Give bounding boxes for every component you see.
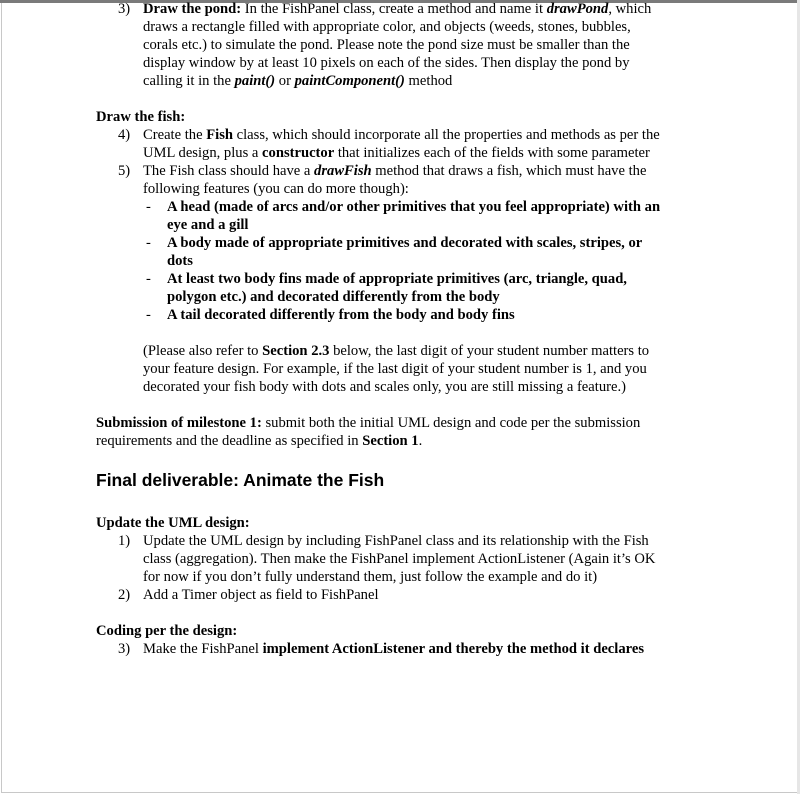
item-4-number: 4) (118, 127, 131, 143)
coding-item-3-line-1: Make the FishPanel implement ActionListener and thereby the method it declares (143, 641, 645, 657)
item-4-line-2: UML design, plus a constructor that initializes each of the fields with some parameter (143, 145, 650, 161)
coding-item-3-number: 3) (118, 641, 131, 657)
submission-line-1: Submission of milestone 1: submit both the initial UML design and code per the submission (96, 415, 641, 431)
item-3-line-2: draws a rectangle filled with appropriate color, and objects (weeds, stones, bubbles, (143, 19, 631, 35)
item-3-line-5: calling it in the paint() or paintComponent() method (143, 73, 453, 89)
bullet-head-line-2: eye and a gill (167, 217, 249, 233)
item-4-line-1: Create the Fish class, which should incorporate all the properties and methods as per the (143, 127, 660, 143)
final-deliverable-heading: Final deliverable: Animate the Fish (96, 470, 385, 490)
item-5-line-1: The Fish class should have a drawFish method that draws a fish, which must have the (143, 163, 647, 179)
paint-method: paint() (234, 73, 276, 89)
item-3-line-1: Draw the pond: In the FishPanel class, create a method and name it drawPond, which (143, 1, 652, 17)
uml-item-1-number: 1) (118, 533, 131, 549)
uml-item-1-line-2: class (aggregation). Then make the FishPanel implement ActionListener (Again it’s OK (143, 551, 656, 567)
drawpond-method: drawPond (546, 1, 609, 17)
coding-heading: Coding per the design: (96, 623, 238, 639)
bullet-body-line-2: dots (167, 253, 193, 269)
submission-lead: Submission of milestone 1: (96, 415, 262, 431)
bullet-dash: - (146, 271, 151, 287)
uml-item-1-line-3: for now if you don’t fully understand them, just follow the example and do it) (143, 569, 598, 585)
uml-item-2-line-1: Add a Timer object as field to FishPanel (143, 587, 379, 603)
bullet-fins-line-1: At least two body fins made of appropriate primitives (arc, triangle, quad, (167, 271, 627, 287)
update-uml-heading: Update the UML design: (96, 515, 250, 531)
draw-pond-lead: Draw the pond: (143, 1, 242, 17)
item-5-line-2: following features (you can do more though): (143, 181, 409, 197)
item-3-number: 3) (118, 1, 131, 17)
bullet-dash: - (146, 199, 151, 215)
uml-item-2-number: 2) (118, 587, 131, 603)
note-line-1: (Please also refer to Section 2.3 below, the last digit of your student number matters to (143, 343, 650, 359)
drawfish-method: drawFish (314, 163, 372, 179)
paintcomponent-method: paintComponent() (294, 73, 405, 89)
note-line-3: decorated your fish body with dots and scales only, you are still missing a feature.) (143, 379, 626, 395)
bullet-dash: - (146, 307, 151, 323)
uml-item-1-line-1: Update the UML design by including FishPanel class and its relationship with the Fish (143, 533, 649, 549)
bullet-tail-line-1: A tail decorated differently from the body and body fins (167, 307, 515, 323)
draw-fish-heading: Draw the fish: (96, 109, 186, 125)
submission-line-2: requirements and the deadline as specified in Section 1. (96, 433, 423, 449)
bullet-body-line-1: A body made of appropriate primitives and decorated with scales, stripes, or (167, 235, 643, 251)
item-5-number: 5) (118, 163, 131, 179)
bullet-dash: - (146, 235, 151, 251)
item-3-line-3: corals etc.) to simulate the pond. Please note the pond size must be smaller than the (143, 37, 630, 53)
bullet-head-line-1: A head (made of arcs and/or other primitives that you feel appropriate) with an (167, 199, 661, 215)
item-3-line-4: display window by at least 10 pixels on each of the sides. Then display the pond by (143, 55, 630, 71)
bullet-fins-line-2: polygon etc.) and decorated differently from the body (167, 289, 500, 305)
note-line-2: your feature design. For example, if the last digit of your student number is 1, and you (143, 361, 647, 377)
